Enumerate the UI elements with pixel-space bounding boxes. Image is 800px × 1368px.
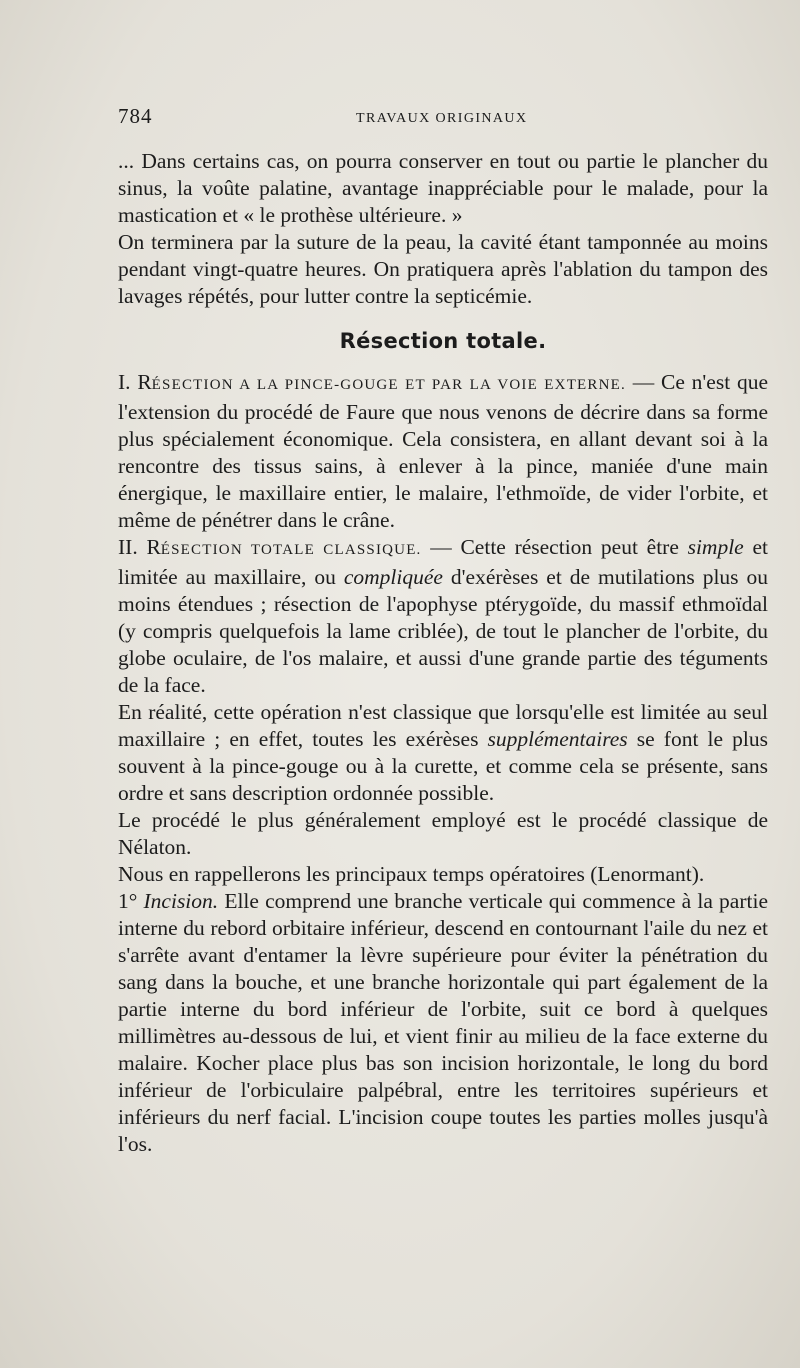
item-body: — Ce n'est que l'extension du procédé de Faure que nous venons de décrire dans sa forme plus spécialement économique. Cela consistera, en allant devant soi à la rencontre des tissus sains, à enlever à la pince, maniée d'une main énergique, le maxillaire entier, le malaire, l'ethmoïde, de vider l'orbite, et même de pénétrer dans le crâne. xyxy=(118,370,768,532)
body-text xyxy=(118,148,768,1158)
page-header xyxy=(118,104,768,134)
paragraph-resection-pince-gouge xyxy=(118,369,768,534)
text-run: se font le plus souvent à la pince-gouge ou à la curette, et comme cela se présente, sans ordre et sans description ordonnée possible. xyxy=(118,727,768,805)
item-number: II. xyxy=(118,535,138,559)
emphasis-supplementaires: supplémentaires xyxy=(487,727,628,751)
emphasis-incision: Incision. xyxy=(143,889,219,913)
text-run: En réalité, cette opération n'est classique que lorsqu'elle est limitée au seul maxillaire ; en effet, toutes les exérèses xyxy=(118,700,768,751)
paragraph-incision xyxy=(118,888,768,1158)
item-number: I. xyxy=(118,370,131,394)
paragraph-suture: On terminera par la suture de la peau, la cavité étant tamponnée au moins pendant vingt-quatre heures. On pratiquera après l'ablation du tampon des lavages répétés, pour lutter contre la septicémie. xyxy=(118,230,768,308)
paragraph-nelaton: Le procédé le plus généralement employé est le procédé classique de Nélaton. xyxy=(118,808,768,859)
paragraph-resection-classique xyxy=(118,534,768,699)
running-head: TRAVAUX ORIGINAUX xyxy=(356,111,528,126)
item-title-initial: R xyxy=(137,370,152,394)
paragraph-en-realite xyxy=(118,699,768,807)
emphasis-simple: simple xyxy=(687,535,744,559)
item-body: Elle comprend une branche verticale qui commence à la partie interne du rebord orbitaire inférieur, descend en contournant l'aile du nez et s'arrête avant d'entamer la lèvre supérieure pour éviter la pénétration du sang dans la bouche, et une branche horizontale qui part également de la partie interne du bord inférieur de l'orbite, suit ce bord à quelques millimètres au-dessous de lui, et vient finir au milieu de la face externe du malaire. Kocher place plus bas son incision horizontale, le long du bord inférieur de l'orbiculaire palpébral, entre les territoires supérieurs et inférieurs du nerf facial. L'incision coupe toutes les parties molles jusqu'à l'os. xyxy=(118,889,768,1156)
text-run: d'exérèses et de mutilations plus ou moins étendues ; résection de l'apophyse ptérygoïde, du massif ethmoïdal (y compris quelquefois la lame criblée), de tout le plancher de l'orbite, du globe oculaire, de l'os malaire, et aussi d'une grande partie des téguments de la face. xyxy=(118,565,768,697)
item-title-smallcaps: ÉSECTION A LA PINCE-GOUGE ET PAR LA VOIE EXTERNE. xyxy=(151,377,626,393)
page-number: 784 xyxy=(118,104,153,128)
item-title-initial: R xyxy=(146,535,161,559)
paragraph-continuation: ... Dans certains cas, on pourra conserver en tout ou partie le plancher du sinus, la voûte palatine, avantage inappréciable pour le malade, pour la mastication et « le prothèse ultérieure. » xyxy=(118,149,768,227)
paragraph-lenormant: Nous en rappellerons les principaux temps opératoires (Lenormant). xyxy=(118,862,705,886)
emphasis-compliquee: compliquée xyxy=(343,565,443,589)
text-run: — Cette résection peut être xyxy=(421,535,688,559)
item-title-smallcaps: ÉSECTION TOTALE CLASSIQUE. xyxy=(160,542,422,558)
text-run: et limitée au maxillaire, ou xyxy=(118,535,768,589)
item-number: 1° xyxy=(118,889,138,913)
section-heading: Résection totale. xyxy=(339,329,547,353)
